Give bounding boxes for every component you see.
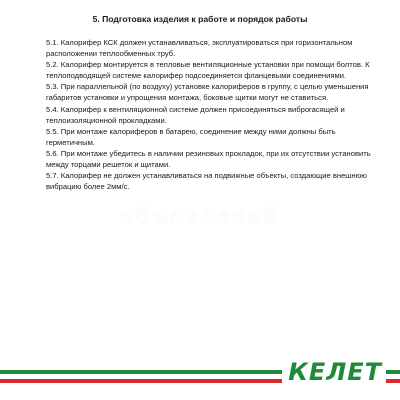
paragraph-5-2: 5.2. Калорифер монтируется в тепловые вентиляционные установки при помощи болтов. К теплоподводящей системе калорифер подсоединяется фланцевыми соединениями.: [46, 60, 370, 81]
section-heading: 5. Подготовка изделия к работе и порядок работы: [92, 14, 308, 24]
paragraph-5-7: 5.7. Калорифер не должен устанавливаться на подвижные объекты, создающие внешнюю вибрацию более 2мм/с.: [46, 171, 367, 192]
watermark: объявлений: [120, 205, 280, 228]
brand-logo: КЕЛЕТ: [282, 358, 386, 386]
paragraph-5-3: 5.3. При параллельной (по воздуху) установке калориферов в группу, с целью уменьшения габаритов установки и упрощения монтажа, боковые щитки могут не ставиться.: [46, 82, 369, 103]
section-body: [20, 37, 382, 192]
paragraph-5-6: 5.6. При монтаже убедитесь в наличии резиновых прокладок, при их отсутствии установить между торцами решеток и щитами.: [46, 148, 371, 170]
paragraph-5-1: 5.1. Калорифер КСК должен устанавливаться, эксплуатироваться при горизонтальном расположении теплообменных труб.: [46, 38, 353, 59]
paragraph-5-4: 5.4. Калорифер к вентиляционной системе должен присоединяться виброгасящей и теплоизоляционной прокладками.: [46, 104, 345, 125]
paragraph-5-5: 5.5. При монтаже калориферов в батарею, соединение между ними должны быть герметичным.: [46, 126, 336, 147]
